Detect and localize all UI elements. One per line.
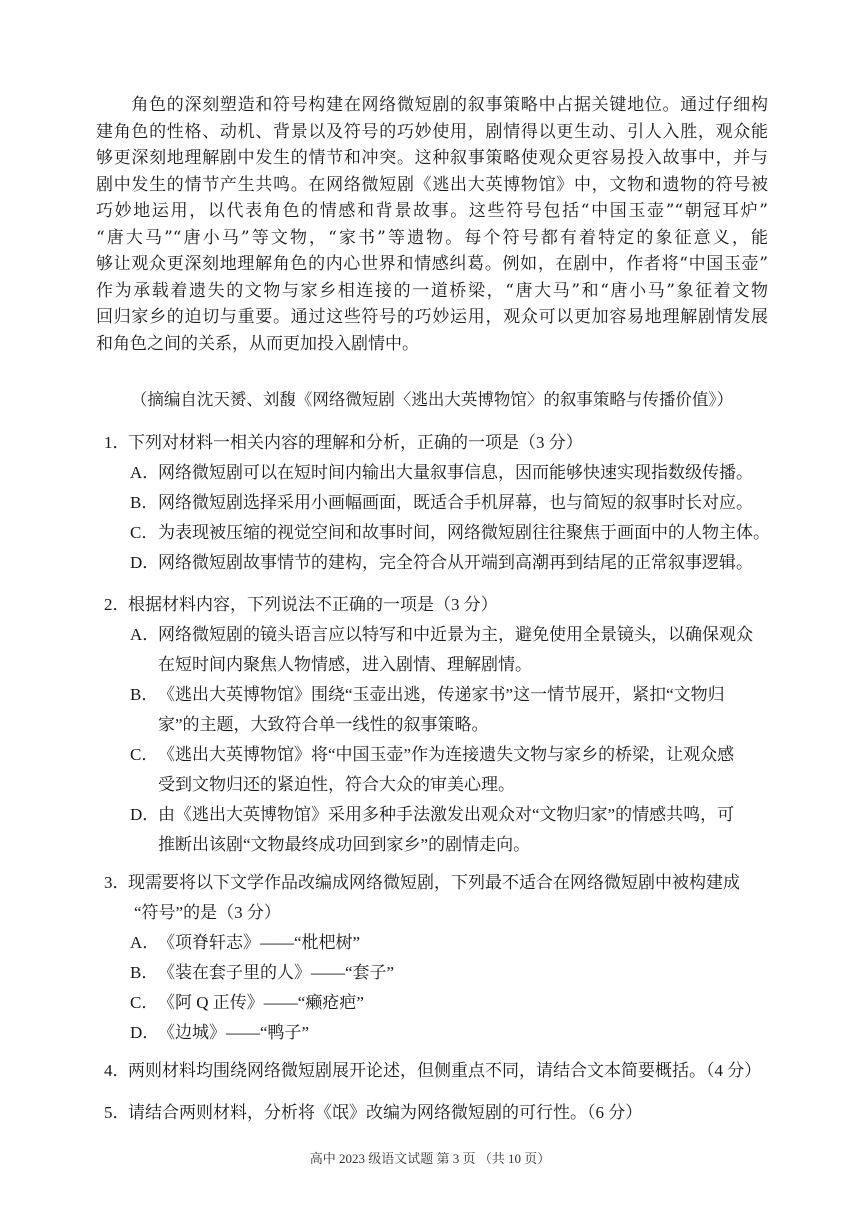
question-stem: 5．请结合两则材料，分析将《氓》改编为网络微短剧的可行性。（6 分） — [104, 1098, 784, 1128]
option-c: C．《阿 Q 正传》——“癞疮疤” — [130, 993, 364, 1012]
question-stem-cont: “符号”的是（3 分） — [134, 903, 281, 922]
passage-line: 作为承载着遗失的文物与家乡相连接的一道桥梁，“唐大马”和“唐小马”象征着文物 — [96, 280, 768, 301]
option-a: A．《项脊轩志》——“枇杷树” — [130, 933, 361, 952]
option-a-cont: 在短时间内聚焦人物情感，进入剧情、理解剧情。 — [158, 655, 532, 674]
passage-line: 够让观众更深刻地理解角色的内心世界和情感纠葛。例如，在剧中，作者将“中国玉壶” — [96, 254, 768, 274]
passage-line: 够更深刻地理解剧中发生的情节和冲突。这种叙事策略使观众更容易投入故事中，并与 — [96, 148, 768, 168]
option-a: A．网络微短剧可以在短时间内输出大量叙事信息，因而能够快速实现指数级传播。 — [130, 463, 753, 482]
passage-line: 建角色的性格、动机、背景以及符号的巧妙使用，剧情得以更生动、引人入胜，观众能 — [96, 121, 768, 142]
passage-line: 回归家乡的迫切与重要。通过这些符号的巧妙运用，观众可以更加容易地理解剧情发展 — [96, 307, 768, 327]
option-b: B．《逃出大英博物馆》围绕“玉壶出逃，传递家书”这一情节展开，紧扣“文物归 — [130, 685, 725, 704]
option-b: B．网络微短剧选择采用小画幅画面，既适合手机屏幕，也与简短的叙事时长对应。 — [130, 493, 753, 512]
question-number: 3． — [104, 873, 130, 892]
option-c: C．《逃出大英博物馆》将“中国玉壶”作为连接遗失文物与家乡的桥梁，让观众感 — [130, 745, 735, 764]
reading-passage — [96, 92, 768, 357]
option-d: D．网络微短剧故事情节的建构，完全符合从开端到高潮再到结尾的正常叙事逻辑。 — [130, 553, 753, 572]
question-number: 1． — [104, 433, 130, 452]
option-b: B．《装在套子里的人》——“套子” — [130, 963, 395, 982]
passage-line: 和角色之间的关系，从而更加投入剧情中。 — [96, 333, 419, 354]
passage-line: 剧中发生的情节产生共鸣。在网络微短剧《逃出大英博物馆》中，文物和遗物的符号被 — [96, 174, 768, 195]
question-4 — [104, 1056, 784, 1086]
passage-line: 巧妙地运用，以代表角色的情感和背景故事。这些符号包括“中国玉壶”“朝冠耳炉” — [96, 201, 768, 221]
passage-line: “唐大马”“唐小马”等文物，“家书”等遗物。每个符号都有着特定的象征意义，能 — [96, 227, 768, 248]
question-1 — [104, 428, 784, 578]
option-d: D．由《逃出大英博物馆》采用多种手法激发出观众对“文物归家”的情感共鸣，可 — [130, 805, 735, 824]
question-stem: 1．下列对材料一相关内容的理解和分析，正确的一项是（3 分） — [104, 428, 784, 458]
question-stem: 2．根据材料内容，下列说法不正确的一项是（3 分） — [104, 590, 784, 620]
question-stem: 4．两则材料均围绕网络微短剧展开论述，但侧重点不同，请结合文本简要概括。（4 分） — [104, 1056, 784, 1086]
option-a: A．网络微短剧的镜头语言应以特写和中近景为主，避免使用全景镜头，以确保观众 — [130, 625, 753, 644]
passage-line: 角色的深刻塑造和符号构建在网络微短剧的叙事策略中占据关键地位。通过仔细构 — [96, 95, 768, 115]
option-b-cont: 家”的主题，大致符合单一线性的叙事策略。 — [158, 715, 489, 734]
option-d-cont: 推断出该剧“文物最终成功回到家乡”的剧情走向。 — [158, 835, 531, 854]
question-2 — [104, 590, 784, 860]
option-d: D．《边城》——“鸭子” — [130, 1023, 310, 1042]
page-footer: 高中 2023 级语文试题 第 3 页 （共 10 页） — [309, 1151, 551, 1166]
option-c-cont: 受到文物归还的紧迫性，符合大众的审美心理。 — [158, 775, 515, 794]
question-5 — [104, 1098, 784, 1128]
question-number: 5． — [104, 1103, 130, 1122]
question-number: 2． — [104, 595, 130, 614]
option-c: C．为表现被压缩的视觉空间和故事时间，网络微短剧往往聚焦于画面中的人物主体。 — [130, 523, 770, 542]
question-stem: 3．现需要将以下文学作品改编成网络微短剧，下列最不适合在网络微短剧中被构建成 — [104, 868, 784, 898]
question-number: 4． — [104, 1061, 130, 1080]
question-3 — [104, 868, 784, 1048]
passage-source: （摘编自沈天赟、刘馥《网络微短剧〈逃出大英博物馆〉的叙事策略与传播价值》） — [130, 390, 734, 409]
